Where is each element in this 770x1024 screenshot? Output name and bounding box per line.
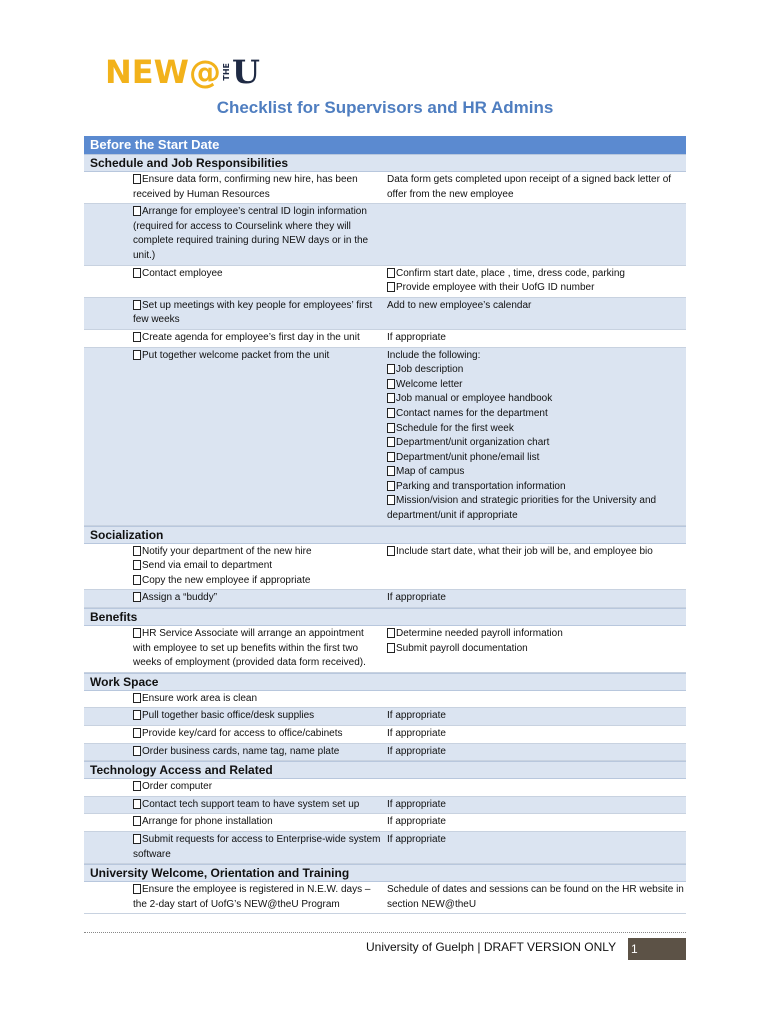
logo-new-text: NEW@ (105, 53, 221, 91)
item-text: Include start date, what their job will be, and employee bio (396, 545, 653, 557)
checklist-row (84, 544, 686, 591)
item-text: Order computer (142, 781, 213, 793)
item-text: Send via email to department (142, 560, 273, 572)
item-text: Determine needed payroll information (396, 628, 563, 640)
item-text: If appropriate (387, 592, 446, 604)
note-item (387, 883, 686, 912)
item-text: If appropriate (387, 833, 446, 845)
checkbox[interactable] (133, 575, 141, 585)
group-heading: Technology Access and Related (84, 761, 686, 779)
item-text: Order business cards, name tag, name plate (142, 745, 340, 757)
checklist-row (84, 691, 686, 709)
footer-text: University of Guelph | DRAFT VERSION ONLY (366, 940, 617, 954)
item-text: Mission/vision and strategic priorities for the University and department/unit if appropriate (387, 495, 657, 522)
note-item (387, 349, 686, 364)
checklist-row (84, 708, 686, 726)
checkbox[interactable] (133, 628, 141, 638)
logo-the-text: THE (221, 63, 231, 81)
checkbox[interactable] (133, 781, 141, 791)
item-text: If appropriate (387, 798, 446, 810)
task-item (133, 331, 384, 346)
note-item (387, 591, 686, 606)
checklist-row (84, 266, 686, 298)
item-text: If appropriate (387, 745, 446, 757)
notes-cell (384, 266, 686, 297)
item-text: Ensure data form, confirming new hire, has been received by Human Resources (133, 174, 358, 200)
item-text: Submit payroll documentation (396, 642, 528, 654)
task-cell (84, 204, 384, 264)
task-item (133, 559, 384, 574)
task-item (133, 745, 384, 760)
item-text: Schedule of dates and sessions can be found on the HR website in section NEW@theU (387, 884, 684, 910)
task-item (133, 627, 384, 671)
checkbox[interactable] (133, 174, 141, 184)
item-text: If appropriate (387, 816, 446, 828)
checkbox[interactable] (133, 268, 141, 278)
page-number: 1 (628, 938, 686, 960)
item-text: Department/unit organization chart (396, 437, 550, 449)
task-cell (84, 882, 384, 913)
checkbox[interactable] (387, 452, 395, 462)
task-cell (84, 590, 384, 607)
checklist-row (84, 348, 686, 526)
notes-cell (384, 726, 686, 743)
note-item (387, 480, 686, 495)
note-item (387, 745, 686, 760)
task-item (133, 545, 384, 560)
task-cell (84, 626, 384, 672)
group-heading: Schedule and Job Responsibilities (84, 154, 686, 172)
checkbox[interactable] (133, 546, 141, 556)
notes-cell (384, 544, 686, 590)
item-text: Copy the new employee if appropriate (142, 574, 311, 586)
note-item (387, 642, 686, 657)
checklist-row (84, 626, 686, 673)
checklist-row (84, 797, 686, 815)
checkbox[interactable] (133, 816, 141, 826)
notes-cell (384, 590, 686, 607)
checklist-row (84, 832, 686, 864)
item-text: Assign a “buddy” (142, 592, 218, 604)
note-item (387, 436, 686, 451)
item-text: Welcome letter (396, 378, 463, 390)
note-item (387, 331, 686, 346)
note-item (387, 407, 686, 422)
checklist-row (84, 744, 686, 762)
checklist-row (84, 330, 686, 348)
note-item (387, 267, 686, 282)
task-item (133, 780, 384, 795)
task-item (133, 173, 384, 202)
item-text: Include the following: (387, 349, 481, 361)
note-item (387, 627, 686, 642)
task-item (133, 574, 384, 589)
task-item (133, 349, 384, 364)
item-text: Contact names for the department (396, 407, 548, 419)
item-text: Schedule for the first week (396, 422, 514, 434)
task-cell (84, 691, 384, 708)
notes-cell (384, 708, 686, 725)
checkbox[interactable] (387, 364, 395, 374)
task-cell (84, 832, 384, 863)
checkbox[interactable] (387, 643, 395, 653)
note-item (387, 815, 686, 830)
checkbox[interactable] (133, 300, 141, 310)
section-header: Before the Start Date (84, 136, 686, 154)
page-title: Checklist for Supervisors and HR Admins (216, 98, 554, 117)
footer-divider (84, 932, 686, 933)
notes-cell (384, 814, 686, 831)
task-item (133, 299, 384, 328)
checkbox[interactable] (387, 393, 395, 403)
group-heading: Work Space (84, 673, 686, 691)
notes-cell (384, 172, 686, 203)
item-text: Confirm start date, place , time, dress code, parking (396, 267, 625, 279)
checklist-row (84, 882, 686, 914)
note-item (387, 392, 686, 407)
group-heading: Benefits (84, 608, 686, 626)
task-item (133, 833, 384, 862)
notes-cell (384, 797, 686, 814)
item-text: Notify your department of the new hire (142, 545, 312, 557)
checklist-groups (84, 154, 686, 914)
checklist-row (84, 779, 686, 797)
group-heading: Socialization (84, 526, 686, 544)
item-text: If appropriate (387, 331, 446, 343)
checklist-row (84, 590, 686, 608)
task-cell (84, 298, 384, 329)
task-cell (84, 544, 384, 590)
note-item (387, 451, 686, 466)
task-item (133, 798, 384, 813)
checkbox[interactable] (133, 560, 141, 570)
checkbox[interactable] (387, 495, 395, 505)
checkbox[interactable] (133, 746, 141, 756)
checkbox[interactable] (133, 206, 141, 216)
notes-cell (384, 779, 686, 796)
item-text: Submit requests for access to Enterprise-wide system software (133, 833, 381, 860)
item-text: Ensure work area is clean (142, 692, 258, 704)
task-item (133, 205, 384, 263)
item-text: Job manual or employee handbook (396, 393, 553, 405)
checkbox[interactable] (387, 282, 395, 292)
item-text: Parking and transportation information (396, 480, 566, 492)
notes-cell (384, 204, 686, 264)
notes-cell (384, 691, 686, 708)
checkbox[interactable] (133, 834, 141, 844)
notes-cell (384, 298, 686, 329)
item-text: Put together welcome packet from the unit (142, 349, 330, 361)
item-text: Job description (396, 364, 464, 376)
note-item (387, 378, 686, 393)
note-item (387, 422, 686, 437)
checkbox[interactable] (387, 379, 395, 389)
checkbox[interactable] (387, 466, 395, 476)
item-text: Pull together basic office/desk supplies (142, 710, 315, 722)
item-text: Add to new employee’s calendar (387, 299, 532, 311)
new-at-the-u-logo (105, 52, 260, 92)
notes-cell (384, 882, 686, 913)
note-item (387, 833, 686, 848)
checkbox[interactable] (387, 481, 395, 491)
task-item (133, 692, 384, 707)
note-item (387, 727, 686, 742)
logo-u-text: U (231, 53, 260, 91)
item-text: Arrange for phone installation (142, 816, 273, 828)
checkbox[interactable] (133, 332, 141, 342)
item-text: Set up meetings with key people for employees’ first few weeks (133, 299, 373, 326)
item-text: Contact tech support team to have system set up (142, 798, 360, 810)
checklist-row (84, 298, 686, 330)
checkbox[interactable] (133, 799, 141, 809)
checklist-document (84, 136, 686, 914)
checkbox[interactable] (387, 423, 395, 433)
task-item (133, 727, 384, 742)
item-text: If appropriate (387, 710, 446, 722)
task-cell (84, 814, 384, 831)
item-text: Create agenda for employee’s first day in the unit (142, 331, 360, 343)
checklist-row (84, 726, 686, 744)
task-cell (84, 708, 384, 725)
task-item (133, 267, 384, 282)
notes-cell (384, 744, 686, 761)
checkbox[interactable] (133, 710, 141, 720)
task-cell (84, 797, 384, 814)
checkbox[interactable] (133, 693, 141, 703)
notes-cell (384, 348, 686, 525)
item-text: Ensure the employee is registered in N.E.W. days – the 2-day start of UofG’s NEW@theU Program (133, 884, 371, 910)
checkbox[interactable] (387, 628, 395, 638)
notes-cell (384, 330, 686, 347)
item-text: Arrange for employee’s central ID login information (required for access to Courselink where they will complete required training during NEW days or in the unit.) (133, 206, 369, 261)
task-item (133, 815, 384, 830)
task-item (133, 709, 384, 724)
task-cell (84, 744, 384, 761)
note-item (387, 173, 686, 202)
checkbox[interactable] (387, 546, 395, 556)
checklist-row (84, 172, 686, 204)
task-cell (84, 348, 384, 525)
item-text: Provide employee with their UofG ID number (396, 282, 595, 294)
item-text: Department/unit phone/email list (396, 451, 540, 463)
checklist-row (84, 204, 686, 265)
item-text: Data form gets completed upon receipt of a signed back letter of offer from the new employee (387, 174, 672, 200)
task-cell (84, 726, 384, 743)
checkbox[interactable] (387, 268, 395, 278)
checkbox[interactable] (387, 437, 395, 447)
task-item (133, 591, 384, 606)
notes-cell (384, 626, 686, 672)
checkbox[interactable] (133, 884, 141, 894)
note-item (387, 494, 686, 523)
task-cell (84, 330, 384, 347)
item-text: Contact employee (142, 267, 223, 279)
note-item (387, 465, 686, 480)
checkbox[interactable] (133, 350, 141, 360)
item-text: If appropriate (387, 728, 446, 739)
note-item (387, 709, 686, 724)
checklist-row (84, 814, 686, 832)
task-cell (84, 172, 384, 203)
item-text: HR Service Associate will arrange an appointment with employee to set up benefits within the first two weeks of employment (provided data form received). (133, 628, 366, 669)
task-item (133, 883, 384, 912)
group-heading: University Welcome, Orientation and Training (84, 864, 686, 882)
notes-cell (384, 832, 686, 863)
note-item (387, 281, 686, 296)
item-text: Provide key/card for access to office/cabinets (142, 728, 343, 739)
item-text: Map of campus (396, 466, 465, 478)
checkbox[interactable] (133, 728, 141, 738)
checkbox[interactable] (133, 592, 141, 602)
checkbox[interactable] (387, 408, 395, 418)
note-item (387, 798, 686, 813)
note-item (387, 299, 686, 314)
task-cell (84, 266, 384, 297)
note-item (387, 363, 686, 378)
task-cell (84, 779, 384, 796)
note-item (387, 545, 686, 560)
